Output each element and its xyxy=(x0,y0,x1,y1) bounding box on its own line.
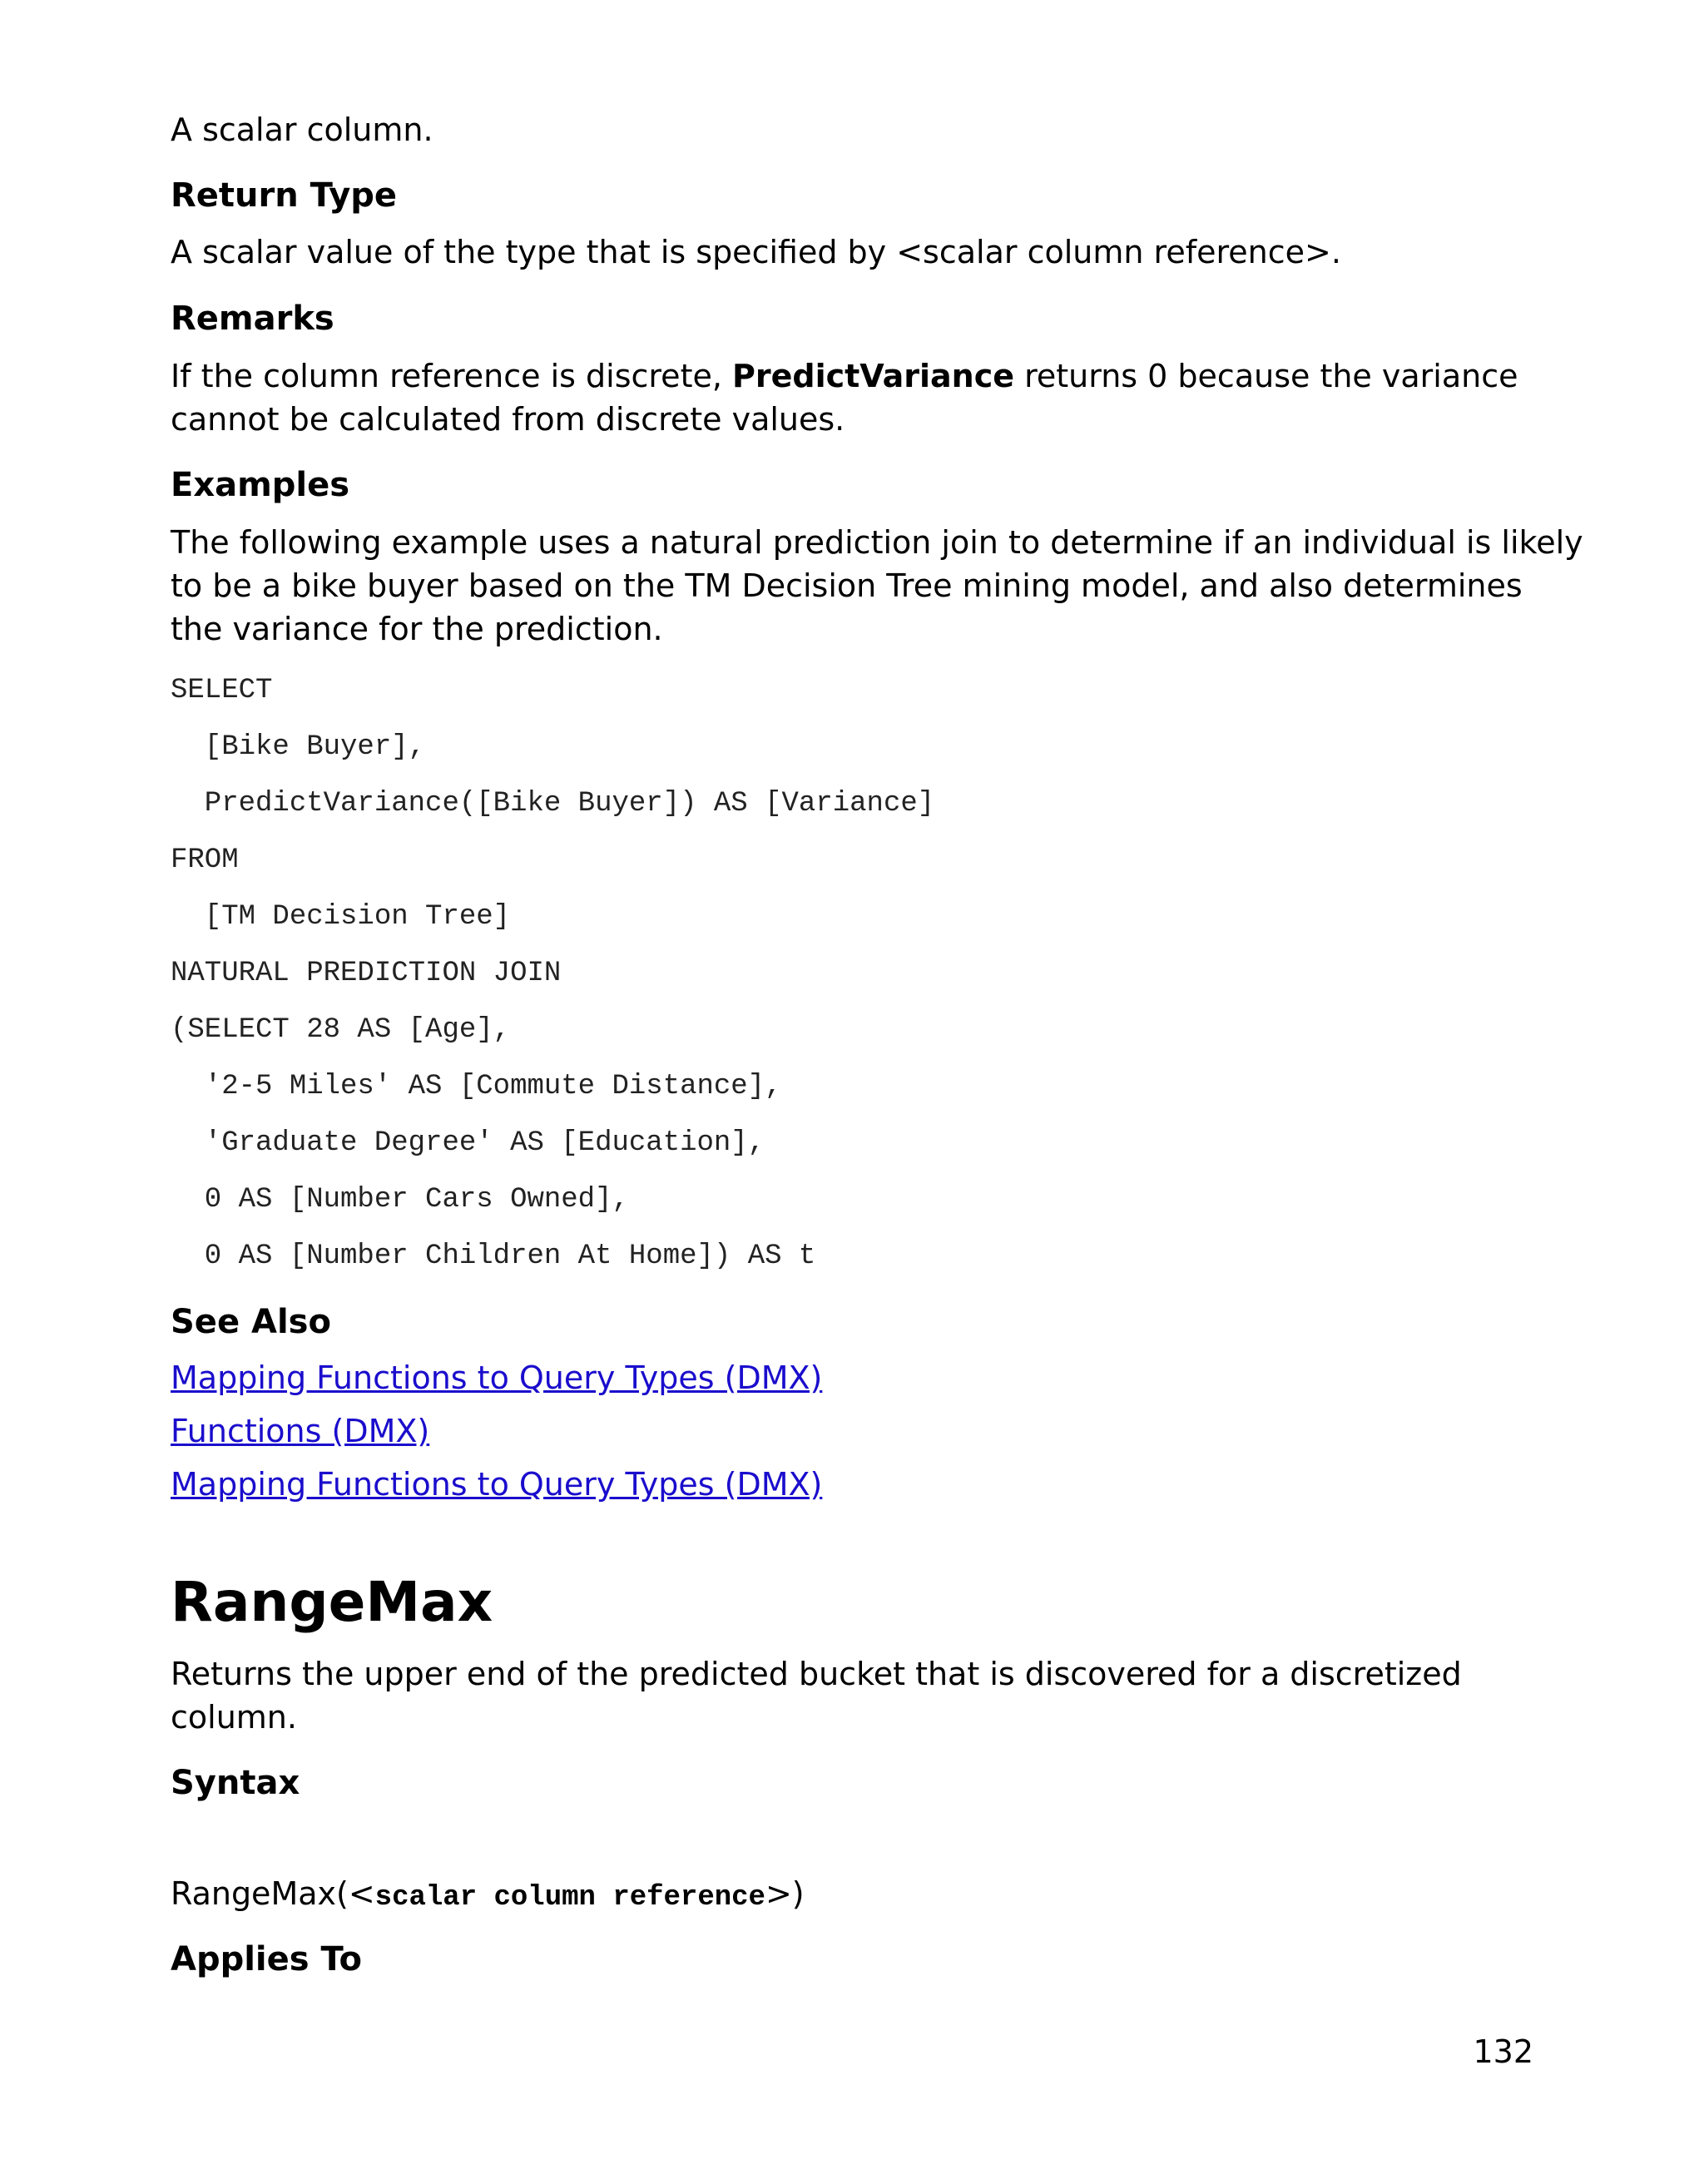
syntax-close: ) xyxy=(791,1875,805,1912)
see-also-link-functions[interactable]: Functions (DMX) xyxy=(171,1413,430,1449)
remarks-line-1 xyxy=(171,354,1535,398)
code-line: [TM Decision Tree] xyxy=(171,901,511,933)
code-line: 'Graduate Degree' AS [Education], xyxy=(171,1127,765,1159)
see-also-link-mapping-functions-2[interactable]: Mapping Functions to Query Types (DMX) xyxy=(171,1466,823,1503)
return-type-text: A scalar value of the type that is specified by <scalar column reference>. xyxy=(171,234,1341,270)
examples-line-2: to be a bike buyer based on the TM Decision Tree mining model, and also determines xyxy=(171,567,1523,604)
code-line: SELECT xyxy=(171,675,273,706)
return-type-heading: Return Type xyxy=(171,176,398,215)
remarks-bold-term: PredictVariance xyxy=(732,358,1015,394)
code-line: '2-5 Miles' AS [Commute Distance], xyxy=(171,1071,782,1102)
see-also-heading: See Also xyxy=(171,1303,331,1341)
remarks-text-after: returns 0 because the variance xyxy=(1014,358,1518,394)
syntax-function-name: RangeMax( xyxy=(171,1875,349,1912)
remarks-heading: Remarks xyxy=(171,300,334,338)
see-also-link-mapping-functions[interactable]: Mapping Functions to Query Types (DMX) xyxy=(171,1359,823,1396)
examples-line-3: the variance for the prediction. xyxy=(171,611,663,647)
rangemax-description-line-2: column. xyxy=(171,1699,297,1736)
examples-line-1: The following example uses a natural prediction join to determine if an individual is likely xyxy=(171,524,1583,561)
applies-to-heading: Applies To xyxy=(171,1940,362,1978)
remarks-text-before: If the column reference is discrete, xyxy=(171,358,733,394)
code-line: 0 AS [Number Children At Home]) AS t xyxy=(171,1241,816,1272)
syntax-lt: < xyxy=(348,1875,375,1912)
syntax-heading: Syntax xyxy=(171,1764,300,1802)
code-line: NATURAL PREDICTION JOIN xyxy=(171,958,562,989)
code-line: FROM xyxy=(171,844,239,876)
intro-text: A scalar column. xyxy=(171,111,433,148)
syntax-gt: > xyxy=(765,1875,792,1912)
code-line: (SELECT 28 AS [Age], xyxy=(171,1014,511,1046)
syntax-argument: scalar column reference xyxy=(374,1882,765,1914)
syntax-line xyxy=(171,1872,1535,1919)
code-line: 0 AS [Number Cars Owned], xyxy=(171,1184,629,1216)
rangemax-title: RangeMax xyxy=(171,1570,493,1634)
rangemax-description-line-1: Returns the upper end of the predicted bucket that is discovered for a discretized xyxy=(171,1656,1462,1692)
remarks-line-2: cannot be calculated from discrete values. xyxy=(171,401,845,438)
examples-heading: Examples xyxy=(171,466,350,504)
code-line: [Bike Buyer], xyxy=(171,731,426,763)
code-line: PredictVariance([Bike Buyer]) AS [Variance] xyxy=(171,788,935,820)
page-number: 132 xyxy=(1473,2033,1533,2070)
